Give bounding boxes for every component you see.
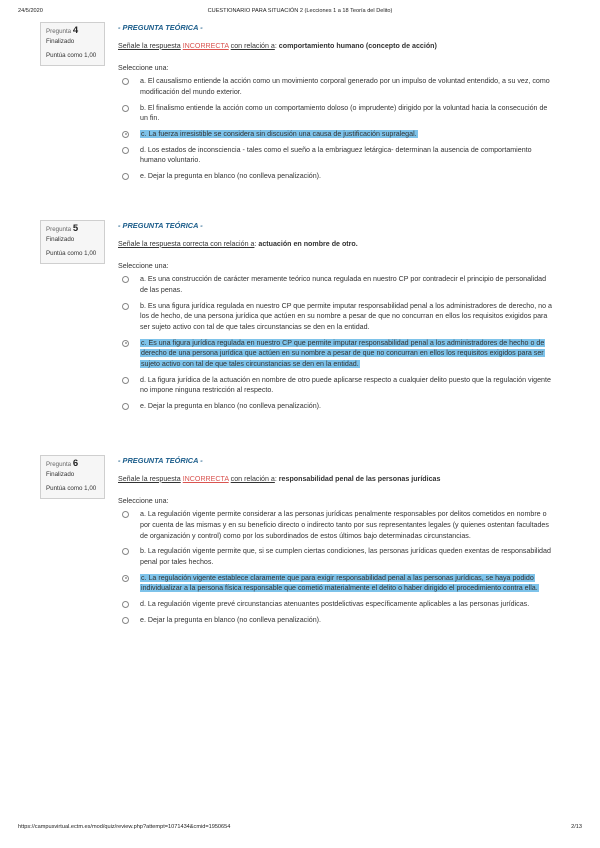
question-text: Señale la respuesta INCORRECTA con relación a: comportamiento humano (concepto de acción) (118, 41, 437, 50)
question-content (118, 22, 555, 187)
radio-button[interactable] (122, 511, 129, 518)
radio-button[interactable] (122, 601, 129, 608)
radio-button[interactable] (122, 377, 129, 384)
question-info (40, 455, 105, 499)
question-number: Pregunta 4 (46, 25, 79, 36)
radio-button-selected[interactable] (122, 575, 129, 582)
answer-option[interactable]: a. El causalismo entiende la acción como un movimiento corporal generado por un impulso de voluntad entendido, a su vez, como modificación del mundo exterior. (118, 76, 555, 97)
question-text: Señale la respuesta INCORRECTA con relación a: responsabilidad penal de las personas jurídicas (118, 474, 441, 483)
answer-prompt: Seleccione una: (118, 262, 169, 271)
question-title: - PREGUNTA TEÓRICA - (118, 456, 203, 465)
question-state: Finalizado (46, 38, 75, 45)
question-content (118, 455, 555, 630)
answer-option[interactable]: d. Los estados de inconsciencia - tales como el sueño a la embriaguez letárgica- determinan la ausencia de comportamiento humano voluntario. (118, 145, 555, 166)
radio-button[interactable] (122, 78, 129, 85)
print-date: 24/5/2020 (18, 8, 43, 14)
answer-option[interactable]: d. La figura jurídica de la actuación en nombre de otro puede aplicarse respecto a cualquier delito puesto que la regulación vigente no impone ninguna restricción al respecto. (118, 375, 555, 396)
question-info (40, 220, 105, 264)
answer-option[interactable]: b. El finalismo entiende la acción como un comportamiento doloso (o imprudente) dirigido por la voluntad hacia la consecución de un fin. (118, 103, 555, 124)
radio-button[interactable] (122, 303, 129, 310)
answer-option[interactable]: a. Es una construcción de carácter meramente teórico nunca regulada en nuestro CP por contradecir el principio de personalidad de las penas. (118, 274, 555, 295)
question-grade: Puntúa como 1,00 (46, 52, 97, 59)
question-state: Finalizado (46, 236, 75, 243)
question-grade: Puntúa como 1,00 (46, 485, 97, 492)
question-state: Finalizado (46, 471, 75, 478)
answer-option-selected[interactable]: c. La regulación vigente establece claramente que para exigir responsabilidad penal a las personas jurídicas, se haya podido individualizar a la persona física responsable que cometió materialmente el delito o haber dirigido el procedimiento contra ella. (118, 573, 555, 594)
page-number: 2/13 (571, 824, 582, 830)
answer-option-selected[interactable]: c. Es una figura jurídica regulada en nuestro CP que permite imputar responsabilidad penal a los administradores de hecho o de derecho de una persona jurídica que actúen en su nombre a pesar de que no concurran en ellos los requisitos exigidos para ser sujeto activo con tal de que tales circunstancias se den en la entidad. (118, 338, 555, 370)
radio-button[interactable] (122, 105, 129, 112)
answer-prompt: Seleccione una: (118, 497, 169, 506)
answer-option[interactable]: d. La regulación vigente prevé circunstancias atenuantes postdelictivas específicamente aplicables a las personas jurídicas. (118, 599, 555, 610)
answer-list (118, 274, 555, 412)
answer-option[interactable]: a. La regulación vigente permite considerar a las personas jurídicas penalmente responsables por delitos cometidos en nombre o por cuenta de las mismas y en su beneficio directo o indirecto tanto por sus representantes legales (y quienes ostentan facultades de organización y control) como por los subordinados de estos últimos bajo determinadas circunstancias. (118, 509, 555, 541)
print-header (18, 8, 582, 20)
answer-option[interactable]: b. Es una figura jurídica regulada en nuestro CP que permite imputar responsabilidad penal a los administradores de derecho, no a los de hecho, de una persona jurídica que actúen en su nombre a pesar de que no concurran en ellos los requisitos exigidos para ser sujeto activo con tal de que tales circunstancias se den en la entidad. (118, 301, 555, 333)
answer-option[interactable]: b. La regulación vigente permite que, si se cumplen ciertas condiciones, las personas jurídicas queden exentas de responsabilidad penal por tales hechos. (118, 546, 555, 567)
question-info (40, 22, 105, 66)
print-title: CUESTIONARIO PARA SITUACIÓN 2 (Lecciones 1 a 18 Teoría del Delito) (207, 8, 393, 14)
answer-option-selected[interactable]: c. La fuerza irresistible se considera sin discusión una causa de justificación supralegal. (118, 129, 555, 140)
radio-button[interactable] (122, 617, 129, 624)
radio-button[interactable] (122, 548, 129, 555)
radio-button[interactable] (122, 276, 129, 283)
question-grade: Puntúa como 1,00 (46, 250, 97, 257)
answer-list (118, 509, 555, 625)
answer-list (118, 76, 555, 182)
question-text: Señale la respuesta correcta con relación a: actuación en nombre de otro. (118, 239, 358, 248)
radio-button[interactable] (122, 403, 129, 410)
radio-button[interactable] (122, 147, 129, 154)
answer-prompt: Seleccione una: (118, 64, 169, 73)
radio-button-selected[interactable] (122, 340, 129, 347)
question-content (118, 220, 555, 417)
radio-button[interactable] (122, 173, 129, 180)
radio-button-selected[interactable] (122, 131, 129, 138)
question-number: Pregunta 5 (46, 223, 79, 234)
print-url: https://campusvirtual.ectm.es/mod/quiz/review.php?attempt=1071434&cmid=1950654 (18, 824, 231, 830)
answer-option[interactable]: e. Dejar la pregunta en blanco (no conlleva penalización). (118, 401, 555, 412)
question-title: - PREGUNTA TEÓRICA - (118, 221, 203, 230)
print-footer (18, 824, 582, 834)
answer-option[interactable]: e. Dejar la pregunta en blanco (no conlleva penalización). (118, 171, 555, 182)
answer-option[interactable]: e. Dejar la pregunta en blanco (no conlleva penalización). (118, 615, 555, 626)
question-number: Pregunta 6 (46, 458, 79, 469)
question-title: - PREGUNTA TEÓRICA - (118, 23, 203, 32)
